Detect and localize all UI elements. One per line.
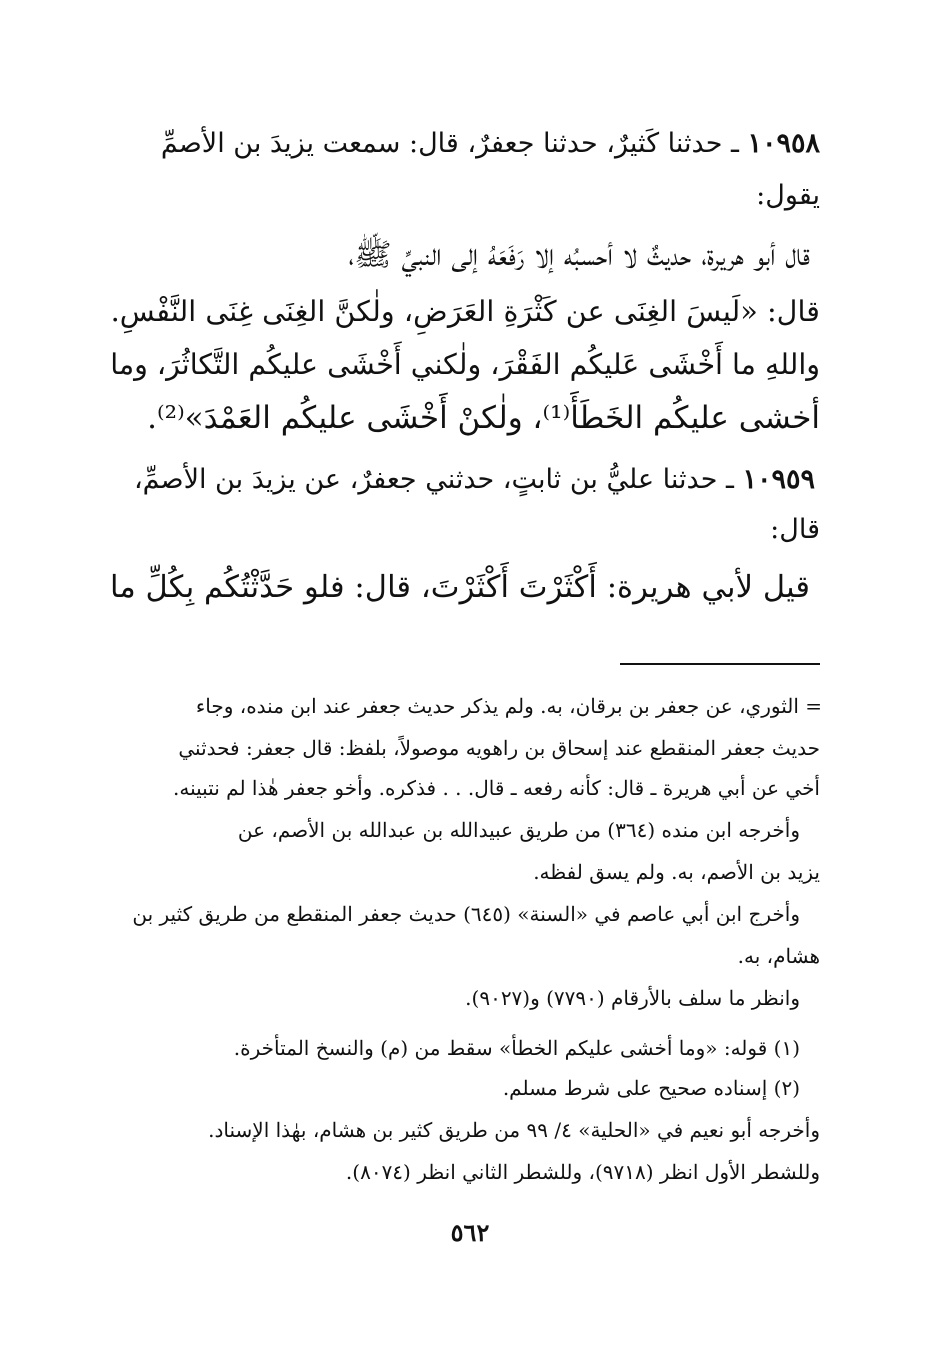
hadith-number: ١٠٩٥٨ [747,128,820,159]
footnote-line: أخي عن أبي هريرة ـ قال: كأنه رفعه ـ قال. . . فذكره. وأخو جعفر هٰذا لم نتبينه. [173,776,820,800]
hadith-10959-isnad-line-2: قال: [770,514,820,545]
footnote-separator [620,663,820,665]
footnote-line: وانظر ما سلف بالأرقام (٧٧٩٠) و(٩٠٢٧). [465,986,800,1010]
footnote-line: وأخرجه ابن منده (٣٦٤) من طريق عبيدالله بن عبدالله بن الأصم، عن [237,818,800,842]
footnote-line: = الثوري، عن جعفر بن برقان، به. ولم يذكر حديث جعفر عند ابن منده، وجاء [195,694,822,718]
footnote-line: وأخرجه أبو نعيم في «الحلية» ٤/ ٩٩ من طريق كثير بن هشام، بهٰذا الإسناد. [208,1118,820,1142]
footnote-line: وأخرج ابن أبي عاصم في «السنة» (٦٤٥) حديث جعفر المنقطع من طريق كثير بن [132,902,800,926]
footnote-line: يزيد بن الأصم، به. ولم يسق لفظه. [533,860,820,884]
hadith-10959-isnad-line-1 [134,464,815,495]
footnote-line: هشام، به. [737,944,820,968]
hadith-10958-isnad-line-1 [161,128,820,159]
footnote-1: (١) قوله: «وما أخشى عليكم الخطأ» سقط من (م) والنسخ المتأخرة. [233,1036,800,1060]
hadith-10958-isnad-line-2: يقول: [756,180,820,211]
hadith-10959-matn-line-1: قيل لأبي هريرة: أَكْثَرْتَ أَكْثَرْتَ، قال: فلو حَدَّثْتُكُم بِكُلِّ ما [109,570,810,605]
hadith-10958-matn-line-4: أخشى عليكُم الخَطَأَ⁽¹⁾، ولٰكنْ أَخْشَى عليكُم العَمْدَ»⁽²⁾. [147,400,820,436]
footnote-line: حديث جعفر المنقطع عند إسحاق بن راهويه موصولاً، بلفظ: قال جعفر: فحدثني [178,736,820,760]
isnad-text: ـ حدثنا عليُّ بن ثابتٍ، حدثني جعفرٌ، عن يزيدَ بن الأصمِّ، [133,464,743,495]
footnote-line: وللشطر الأول انظر (٩٧١٨)، وللشطر الثاني انظر (٨٠٧٤). [345,1160,820,1184]
hadith-10958-matn-line-3: واللهِ ما أَخْشَى عَليكُم الفَقْرَ، ولٰكني أَخْشَى عليكُم التَّكاثُرَ، وما [110,348,820,381]
footnote-2: (٢) إسناده صحيح على شرط مسلم. [502,1076,800,1100]
isnad-text: ـ حدثنا كَثيرٌ، حدثنا جعفرٌ، قال: سمعت يزيدَ بن الأصمِّ [160,128,748,159]
hadith-10958-matn-line-2: قال: «لَيسَ الغِنَى عن كَثْرَةِ العَرَضِ، ولٰكنَّ الغِنَى غِنَى النَّفْسِ. [110,294,820,328]
page-number: ٥٦٢ [450,1218,490,1247]
hadith-10958-matn-line-1: قال أبو هريرة، حديثٌ لا أحسبُه إلا رَفَعَهُ إلى النبيِّ ﷺ، [348,237,810,273]
hadith-number: ١٠٩٥٩ [742,464,815,495]
